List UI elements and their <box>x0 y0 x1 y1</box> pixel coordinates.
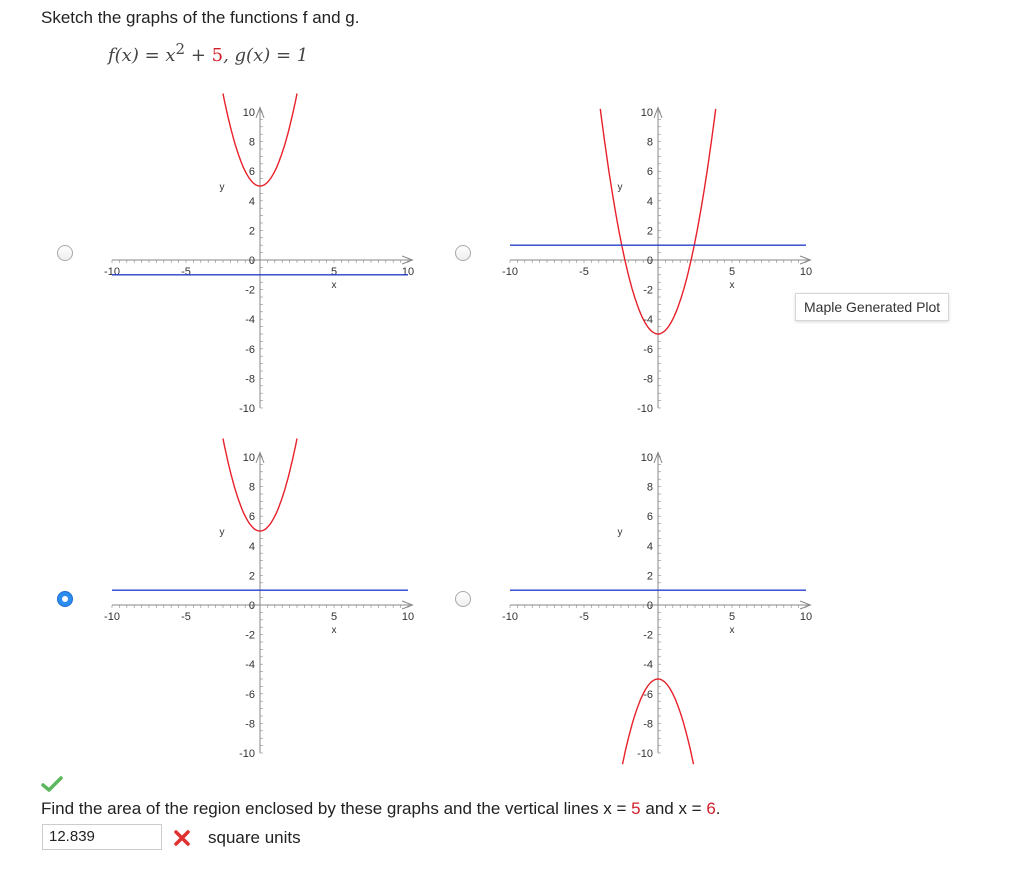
y-tick-label: -2 <box>245 284 255 297</box>
incorrect-x-icon <box>174 830 190 851</box>
x-tick-label: -5 <box>579 611 589 623</box>
x-axis-label: x <box>729 625 735 636</box>
y-tick-label: -4 <box>643 314 653 327</box>
function-definitions <box>108 40 308 66</box>
y-axis-label: y <box>617 182 623 193</box>
y-tick-label: 10 <box>242 107 255 119</box>
y-tick-label: 10 <box>242 452 255 464</box>
y-axis-label: y <box>617 527 623 538</box>
y-tick-label: -8 <box>643 373 653 386</box>
y-tick-label: 10 <box>640 452 653 464</box>
graph-svg <box>502 440 828 760</box>
y-tick-label: -4 <box>643 659 653 672</box>
y-tick-label: -8 <box>245 373 255 386</box>
x-tick-label: 5 <box>728 266 736 278</box>
y-tick-label: -8 <box>245 718 255 731</box>
x-tick-label: -5 <box>181 611 191 623</box>
formula-gx: , g(x) = 1 <box>223 45 309 66</box>
y-axis-label: y <box>219 182 225 193</box>
graph-svg <box>104 440 430 760</box>
y-tick-label: 6 <box>248 166 255 179</box>
y-tick-label: -2 <box>643 629 653 642</box>
y-tick-label: -10 <box>239 748 255 760</box>
x-tick-label: 5 <box>330 611 338 623</box>
question-text: Sketch the graphs of the functions f and g. <box>41 8 360 27</box>
y-tick-label: -10 <box>637 403 653 415</box>
plot-tooltip: Maple Generated Plot <box>795 293 949 321</box>
y-tick-label: 2 <box>646 225 653 238</box>
x-tick-label: -10 <box>502 611 518 623</box>
y-tick-label: -2 <box>245 629 255 642</box>
formula-fx: f(x) = x <box>108 45 176 66</box>
option-radio-a[interactable] <box>57 245 73 261</box>
y-tick-label: 6 <box>248 511 255 524</box>
y-tick-label: -10 <box>637 748 653 760</box>
area-question-mid: and x = <box>640 799 707 818</box>
option-radio-b[interactable] <box>455 245 471 261</box>
y-tick-label: -4 <box>245 314 255 327</box>
x-tick-label: 10 <box>401 611 415 623</box>
y-tick-label: -6 <box>643 688 653 701</box>
area-bound-b: 6 <box>706 799 716 818</box>
y-tick-label: 8 <box>646 481 653 494</box>
x-tick-label: -5 <box>579 266 589 278</box>
area-question-suffix: . <box>715 799 721 818</box>
y-tick-label: 8 <box>646 136 653 149</box>
y-tick-label: 0 <box>248 600 255 612</box>
option-radio-c[interactable] <box>57 591 73 607</box>
x-tick-label: 10 <box>401 266 415 278</box>
y-axis-label: y <box>219 527 225 538</box>
y-tick-label: 0 <box>248 255 255 267</box>
x-tick-label: 10 <box>799 611 813 623</box>
y-tick-label: 2 <box>248 570 255 583</box>
y-tick-label: -8 <box>643 718 653 731</box>
y-tick-label: 8 <box>248 136 255 149</box>
y-tick-label: 0 <box>646 255 653 267</box>
x-axis-label: x <box>331 280 337 291</box>
x-tick-label: -5 <box>181 266 191 278</box>
y-tick-label: -6 <box>245 688 255 701</box>
graph-svg <box>502 95 828 415</box>
y-tick-label: 4 <box>248 540 255 553</box>
graph-svg <box>104 95 430 415</box>
x-tick-label: 10 <box>799 266 813 278</box>
x-tick-label: 5 <box>330 266 338 278</box>
x-tick-label: -10 <box>502 266 518 278</box>
graph-option-a <box>104 95 430 415</box>
y-tick-label: 4 <box>646 195 653 208</box>
y-tick-label: 2 <box>646 570 653 583</box>
x-axis-label: x <box>729 280 735 291</box>
area-question <box>41 799 721 819</box>
area-question-prefix: Find the area of the region enclosed by these graphs and the vertical lines x = <box>41 799 632 818</box>
y-tick-label: -4 <box>245 659 255 672</box>
y-tick-label: 4 <box>248 195 255 208</box>
y-tick-label: -6 <box>245 343 255 356</box>
option-radio-d[interactable] <box>455 591 471 607</box>
formula-constant: 5 <box>211 45 224 66</box>
answer-units: square units <box>208 828 301 847</box>
x-tick-label: -10 <box>104 611 120 623</box>
x-tick-label: -10 <box>104 266 120 278</box>
y-tick-label: 6 <box>646 166 653 179</box>
y-tick-label: -2 <box>643 284 653 297</box>
formula-exponent: 2 <box>175 40 186 58</box>
y-tick-label: 6 <box>646 511 653 524</box>
formula-plus: + <box>185 45 212 66</box>
y-tick-label: 8 <box>248 481 255 494</box>
y-tick-label: 0 <box>646 600 653 612</box>
x-axis-label: x <box>331 625 337 636</box>
y-tick-label: 10 <box>640 107 653 119</box>
area-bound-a: 5 <box>631 799 641 818</box>
answer-input[interactable]: 12.839 <box>42 824 162 850</box>
graph-option-c <box>104 440 430 760</box>
y-tick-label: -6 <box>643 343 653 356</box>
y-tick-label: 2 <box>248 225 255 238</box>
y-tick-label: -10 <box>239 403 255 415</box>
correct-check-icon <box>41 776 63 797</box>
graph-option-d <box>502 440 828 760</box>
x-tick-label: 5 <box>728 611 736 623</box>
y-tick-label: 4 <box>646 540 653 553</box>
graph-option-b <box>502 95 828 415</box>
